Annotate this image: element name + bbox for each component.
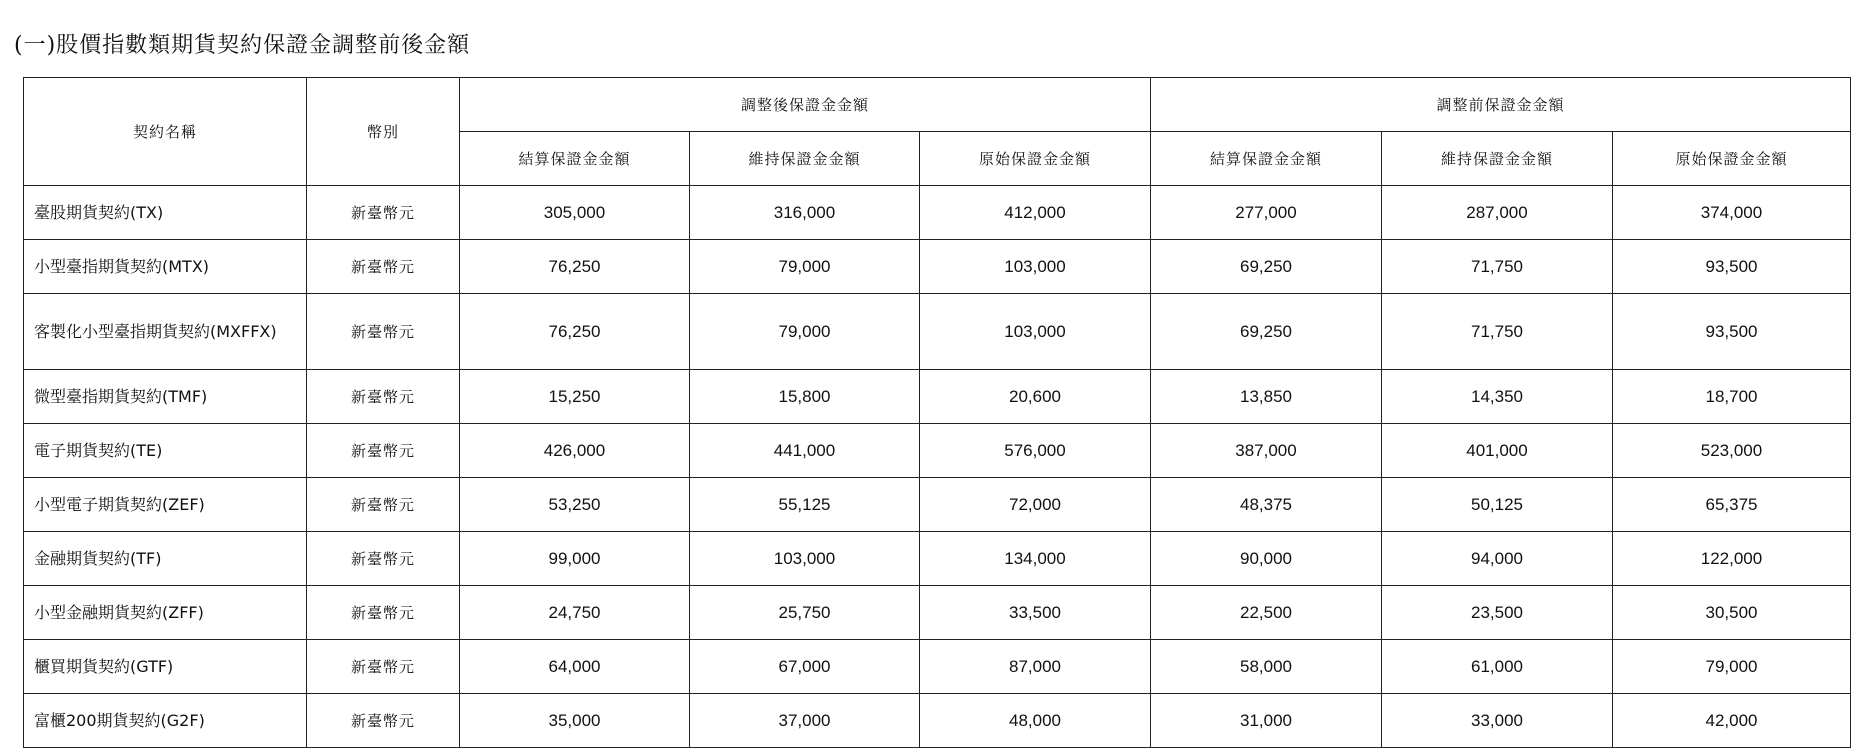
after-maintenance-cell: 67,000 <box>690 640 920 694</box>
before-initial-cell: 523,000 <box>1613 424 1851 478</box>
contract-name-cell: 電子期貨契約(TE) <box>24 424 307 478</box>
before-clearing-cell: 387,000 <box>1151 424 1382 478</box>
table-row <box>24 424 1851 478</box>
margin-table <box>23 77 1851 748</box>
after-maintenance-cell: 103,000 <box>690 532 920 586</box>
before-clearing-cell: 31,000 <box>1151 694 1382 748</box>
before-maintenance-cell: 14,350 <box>1382 370 1613 424</box>
after-clearing-cell: 426,000 <box>460 424 690 478</box>
before-maintenance-cell: 61,000 <box>1382 640 1613 694</box>
header-before-adjustment: 調整前保證金金額 <box>1151 78 1851 132</box>
currency-cell: 新臺幣元 <box>307 694 460 748</box>
currency-cell: 新臺幣元 <box>307 478 460 532</box>
before-maintenance-cell: 71,750 <box>1382 294 1613 370</box>
after-initial-cell: 72,000 <box>920 478 1151 532</box>
table-row <box>24 586 1851 640</box>
currency-cell: 新臺幣元 <box>307 186 460 240</box>
currency-cell: 新臺幣元 <box>307 294 460 370</box>
before-initial-cell: 30,500 <box>1613 586 1851 640</box>
contract-name-cell: 微型臺指期貨契約(TMF) <box>24 370 307 424</box>
before-initial-cell: 42,000 <box>1613 694 1851 748</box>
before-clearing-cell: 69,250 <box>1151 240 1382 294</box>
after-maintenance-cell: 79,000 <box>690 294 920 370</box>
currency-cell: 新臺幣元 <box>307 586 460 640</box>
contract-name-cell: 小型臺指期貨契約(MTX) <box>24 240 307 294</box>
header-before-maintenance: 維持保證金金額 <box>1382 132 1613 186</box>
before-maintenance-cell: 23,500 <box>1382 586 1613 640</box>
after-maintenance-cell: 15,800 <box>690 370 920 424</box>
table-body <box>24 186 1851 748</box>
after-clearing-cell: 76,250 <box>460 240 690 294</box>
before-initial-cell: 65,375 <box>1613 478 1851 532</box>
currency-cell: 新臺幣元 <box>307 640 460 694</box>
header-after-maintenance: 維持保證金金額 <box>690 132 920 186</box>
after-maintenance-cell: 441,000 <box>690 424 920 478</box>
after-clearing-cell: 35,000 <box>460 694 690 748</box>
before-initial-cell: 374,000 <box>1613 186 1851 240</box>
after-initial-cell: 20,600 <box>920 370 1151 424</box>
after-initial-cell: 103,000 <box>920 240 1151 294</box>
contract-name-cell: 櫃買期貨契約(GTF) <box>24 640 307 694</box>
header-before-clearing: 結算保證金金額 <box>1151 132 1382 186</box>
table-row <box>24 694 1851 748</box>
after-maintenance-cell: 79,000 <box>690 240 920 294</box>
before-maintenance-cell: 287,000 <box>1382 186 1613 240</box>
page-title: (一)股價指數類期貨契約保證金調整前後金額 <box>14 33 471 58</box>
after-initial-cell: 33,500 <box>920 586 1151 640</box>
after-clearing-cell: 53,250 <box>460 478 690 532</box>
contract-name-cell: 富櫃200期貨契約(G2F) <box>24 694 307 748</box>
before-initial-cell: 93,500 <box>1613 240 1851 294</box>
before-clearing-cell: 90,000 <box>1151 532 1382 586</box>
currency-cell: 新臺幣元 <box>307 424 460 478</box>
header-after-adjustment: 調整後保證金金額 <box>460 78 1151 132</box>
before-initial-cell: 18,700 <box>1613 370 1851 424</box>
after-maintenance-cell: 25,750 <box>690 586 920 640</box>
currency-cell: 新臺幣元 <box>307 240 460 294</box>
after-clearing-cell: 24,750 <box>460 586 690 640</box>
after-maintenance-cell: 37,000 <box>690 694 920 748</box>
header-after-initial: 原始保證金金額 <box>920 132 1151 186</box>
before-initial-cell: 122,000 <box>1613 532 1851 586</box>
after-initial-cell: 134,000 <box>920 532 1151 586</box>
before-clearing-cell: 48,375 <box>1151 478 1382 532</box>
after-clearing-cell: 15,250 <box>460 370 690 424</box>
after-initial-cell: 103,000 <box>920 294 1151 370</box>
before-maintenance-cell: 71,750 <box>1382 240 1613 294</box>
before-clearing-cell: 277,000 <box>1151 186 1382 240</box>
contract-name-cell: 金融期貨契約(TF) <box>24 532 307 586</box>
table-row <box>24 532 1851 586</box>
before-initial-cell: 79,000 <box>1613 640 1851 694</box>
after-maintenance-cell: 55,125 <box>690 478 920 532</box>
before-maintenance-cell: 33,000 <box>1382 694 1613 748</box>
header-before-initial: 原始保證金金額 <box>1613 132 1851 186</box>
currency-cell: 新臺幣元 <box>307 532 460 586</box>
before-clearing-cell: 58,000 <box>1151 640 1382 694</box>
after-clearing-cell: 99,000 <box>460 532 690 586</box>
before-clearing-cell: 13,850 <box>1151 370 1382 424</box>
before-maintenance-cell: 401,000 <box>1382 424 1613 478</box>
table-row <box>24 294 1851 370</box>
table-row <box>24 186 1851 240</box>
after-initial-cell: 412,000 <box>920 186 1151 240</box>
header-after-clearing: 結算保證金金額 <box>460 132 690 186</box>
currency-cell: 新臺幣元 <box>307 370 460 424</box>
before-clearing-cell: 22,500 <box>1151 586 1382 640</box>
after-initial-cell: 576,000 <box>920 424 1151 478</box>
before-clearing-cell: 69,250 <box>1151 294 1382 370</box>
table-row <box>24 370 1851 424</box>
table-row <box>24 478 1851 532</box>
header-currency: 幣別 <box>307 78 460 186</box>
contract-name-cell: 客製化小型臺指期貨契約(MXFFX) <box>24 294 307 370</box>
before-maintenance-cell: 50,125 <box>1382 478 1613 532</box>
after-initial-cell: 48,000 <box>920 694 1151 748</box>
after-clearing-cell: 76,250 <box>460 294 690 370</box>
before-maintenance-cell: 94,000 <box>1382 532 1613 586</box>
after-clearing-cell: 305,000 <box>460 186 690 240</box>
after-initial-cell: 87,000 <box>920 640 1151 694</box>
contract-name-cell: 小型電子期貨契約(ZEF) <box>24 478 307 532</box>
table-row <box>24 640 1851 694</box>
before-initial-cell: 93,500 <box>1613 294 1851 370</box>
contract-name-cell: 小型金融期貨契約(ZFF) <box>24 586 307 640</box>
header-contract-name: 契約名稱 <box>24 78 307 186</box>
contract-name-cell: 臺股期貨契約(TX) <box>24 186 307 240</box>
table-row <box>24 240 1851 294</box>
after-clearing-cell: 64,000 <box>460 640 690 694</box>
after-maintenance-cell: 316,000 <box>690 186 920 240</box>
